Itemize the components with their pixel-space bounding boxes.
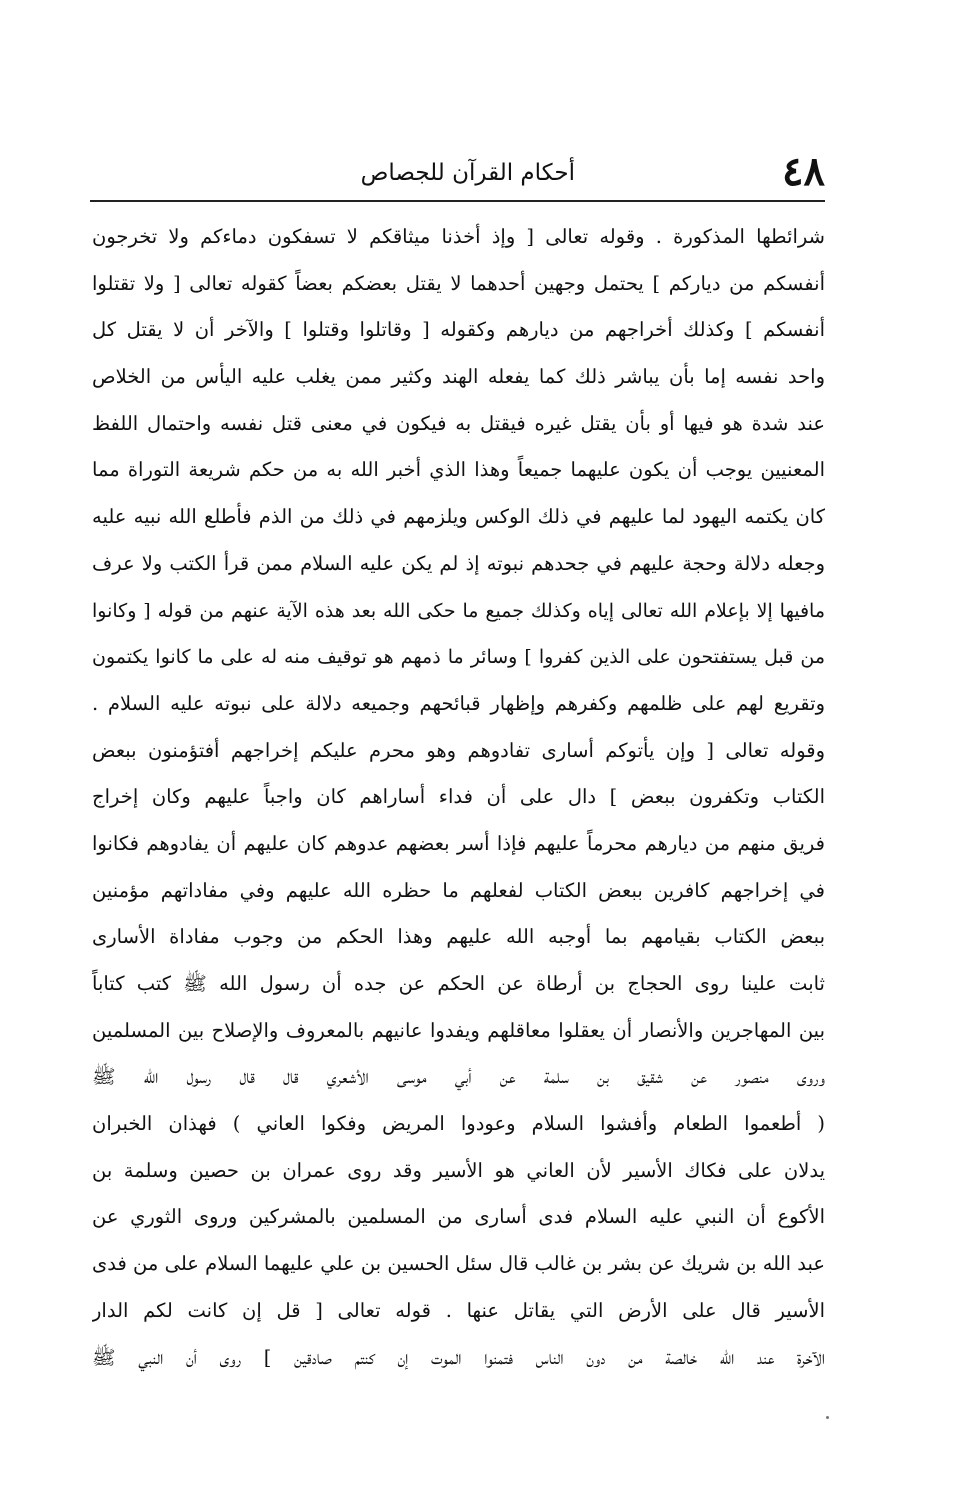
text-line: أنفسكم ] وكذلك أخراجهم من ديارهم وكقوله [ وقاتلوا وقتلوا ] والآخر أن لا يقتل كل — [92, 318, 825, 342]
page-number: ٤٨ — [782, 148, 825, 195]
text-line: بين المهاجرين والأنصار أن يعقلوا معاقلهم ويفدوا عانيهم بالمعروف والإصلاح بين المسلمين — [92, 1018, 825, 1042]
running-title: أحكام القرآن للجصاص — [360, 160, 575, 186]
text-line: أنفسكم من دياركم ] يحتمل وجهين أحدهما لا يقتل بعضكم بعضاً كقوله تعالى [ ولا تقتلوا — [92, 271, 825, 295]
text-line: وجعله دلالة وحجة عليهم في جحدهم نبوته إذ لم يكن عليه السلام ممن قرأ الكتب ولا عرف — [92, 551, 825, 575]
text-line: ( أطعموا الطعام وأفشوا السلام وعودوا المريض وفكوا العاني ) فهذان الخبران — [92, 1112, 825, 1136]
text-line: الكتاب وتكفرون ببعض ] دال على أن فداء أساراهم كان واجباً عليهم وكان إخراج — [92, 785, 825, 809]
text-line: واحد نفسه إما بأن يباشر ذلك كما يفعله الهند وكثير ممن يغلب عليه اليأس من الخلاص — [92, 365, 825, 389]
text-line: يدلان على فكاك الأسير لأن العاني هو الأسير وقد روى عمران بن حصين وسلمة بن — [92, 1158, 825, 1182]
text-line: مافيها إلا بإعلام الله تعالى إياه وكذلك جميع ما حكى الله بعد هذه الآية عنهم من قوله [ وكانوا — [92, 599, 825, 622]
body-text — [92, 214, 825, 1381]
scan-speck — [826, 1416, 829, 1419]
header-rule — [90, 200, 825, 202]
text-line: الأسير قال على الأرض التي يقاتل عنها . قوله تعالى [ قل إن كانت لكم الدار — [92, 1298, 825, 1322]
text-line: وروى منصور عن شقيق بن سلمة عن أبي موسى الأشعري قال قال رسول الله ﷺ — [92, 1065, 825, 1089]
text-line: عبد الله بن شريك عن بشر بن غالب قال سئل الحسين بن علي عليهما السلام على من فدى — [92, 1252, 825, 1276]
text-line: الآخرة عند الله خالصة من دون الناس فتمنوا الموت إن كنتم صادقين ] روى أن النبي ﷺ — [92, 1345, 825, 1369]
text-line: عند شدة هو فيها أو بأن يقتل غيره فيقتل به فيكون في معنى قتل نفسه واحتمال اللفظ — [92, 411, 825, 435]
text-line: الأكوع أن النبي عليه السلام فدى أسارى من المسلمين بالمشركين وروى الثوري عن — [92, 1205, 825, 1229]
page-header — [90, 150, 825, 198]
text-line: كان يكتمه اليهود لما عليهم في ذلك الوكس ويلزمهم في ذلك من الذم فأطلع الله نبيه عليه — [92, 505, 825, 529]
text-line: وقوله تعالى [ وإن يأتوكم أسارى تفادوهم وهو محرم عليكم إخراجهم أفتؤمنون ببعض — [92, 738, 825, 762]
text-line: من قبل يستفتحون على الذين كفروا ] وسائر ما ذمهم هو توقيف منه له على ما كانوا يكتمون — [92, 646, 825, 669]
text-line: في إخراجهم كافرين ببعض الكتاب لفعلهم ما حظره الله عليهم وفي مفاداتهم مؤمنين — [92, 878, 825, 902]
text-line: فريق منهم من ديارهم محرماً عليهم فإذا أسر بعضهم عدوهم كان عليهم أن يفادوهم فكانوا — [92, 831, 825, 855]
text-line: ثابت علينا روى الحجاج بن أرطاة عن الحكم عن جده أن رسول الله ﷺ كتب كتاباً — [92, 972, 825, 995]
text-line: شرائطها المذكورة . وقوله تعالى [ وإذ أخذنا ميثاقكم لا تسفكون دماءكم ولا تخرجون — [92, 225, 825, 248]
text-line: المعنيين يوجب أن يكون عليهما جميعاً وهذا الذي أخبر الله به من حكم شريعة التوراة مما — [92, 458, 825, 482]
text-line: وتقريع لهم على ظلمهم وكفرهم وإظهار قبائحهم وجميعه دلالة على نبوته عليه السلام . — [92, 691, 825, 715]
text-line: ببعض الكتاب بقيامهم بما أوجبه الله عليهم وهذا الحكم من وجوب مفاداة الأسارى — [92, 925, 825, 949]
